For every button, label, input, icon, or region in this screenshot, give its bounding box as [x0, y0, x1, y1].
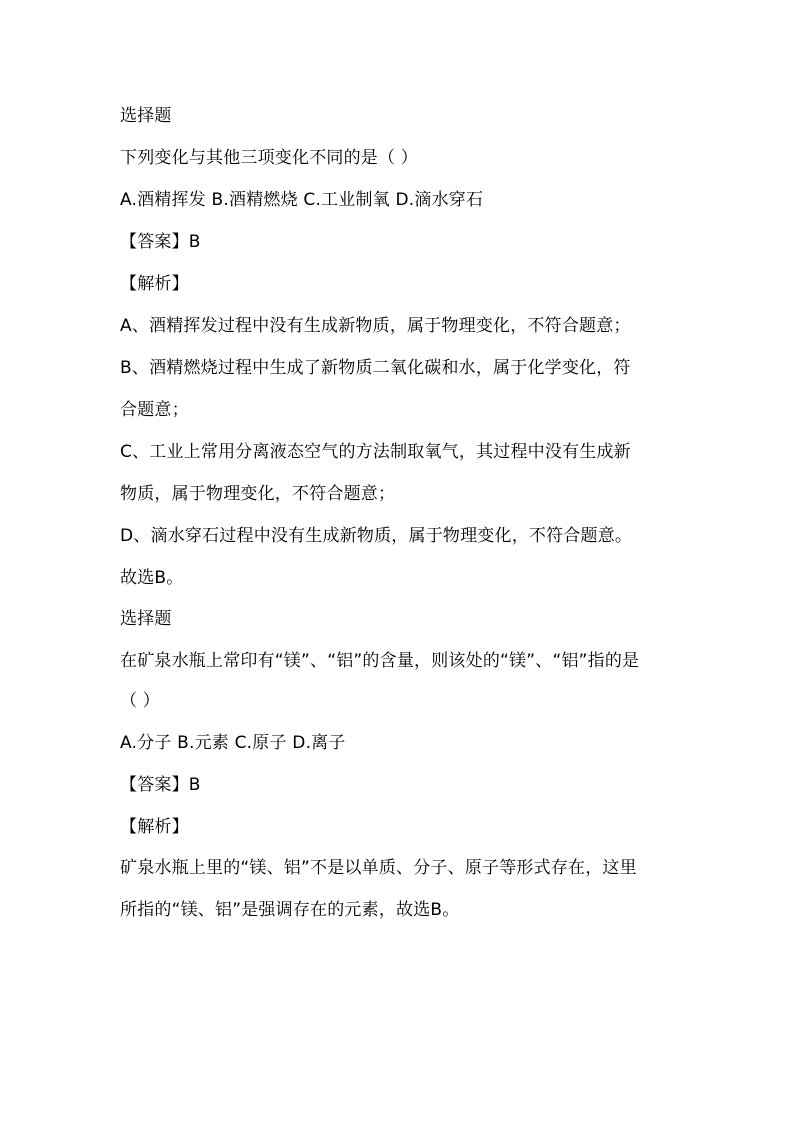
analysis-label: 【解析】 — [120, 817, 189, 837]
analysis-label: 【解析】 — [120, 274, 189, 294]
question-options: A.分子 B.元素 C.原子 D.离子 — [120, 733, 346, 753]
question-type-label: 选择题 — [120, 106, 172, 126]
analysis-line: C、工业上常用分离液态空气的方法制取氧气，其过程中没有生成新 — [120, 442, 631, 462]
analysis-line: D、滴水穿石过程中没有生成新物质，属于物理变化，不符合题意。 — [120, 526, 633, 546]
question-options: A.酒精挥发 B.酒精燃烧 C.工业制氧 D.滴水穿石 — [120, 190, 484, 210]
analysis-line: B、酒精燃烧过程中生成了新物质二氧化碳和水，属于化学变化，符 — [120, 358, 631, 378]
analysis-conclusion: 故选B。 — [120, 568, 184, 588]
question-stem: 下列变化与其他三项变化不同的是（ ） — [120, 148, 419, 168]
analysis-line: 所指的“镁、铝”是强调存在的元素，故选B。 — [120, 900, 460, 920]
analysis-line: 合题意； — [120, 400, 189, 420]
analysis-line: 物质，属于物理变化，不符合题意； — [120, 484, 396, 504]
question-type-label: 选择题 — [120, 609, 172, 629]
question-stem: 在矿泉水瓶上常印有“镁”、“铝”的含量，则该处的“镁”、“铝”指的是 — [120, 651, 640, 671]
question-stem-continued: （ ） — [120, 691, 161, 711]
answer-line: 【答案】B — [120, 232, 201, 252]
analysis-line: A、酒精挥发过程中没有生成新物质，属于物理变化，不符合题意； — [120, 316, 631, 336]
answer-line: 【答案】B — [120, 775, 201, 795]
analysis-line: 矿泉水瓶上里的“镁、铝”不是以单质、分子、原子等形式存在，这里 — [120, 858, 637, 878]
